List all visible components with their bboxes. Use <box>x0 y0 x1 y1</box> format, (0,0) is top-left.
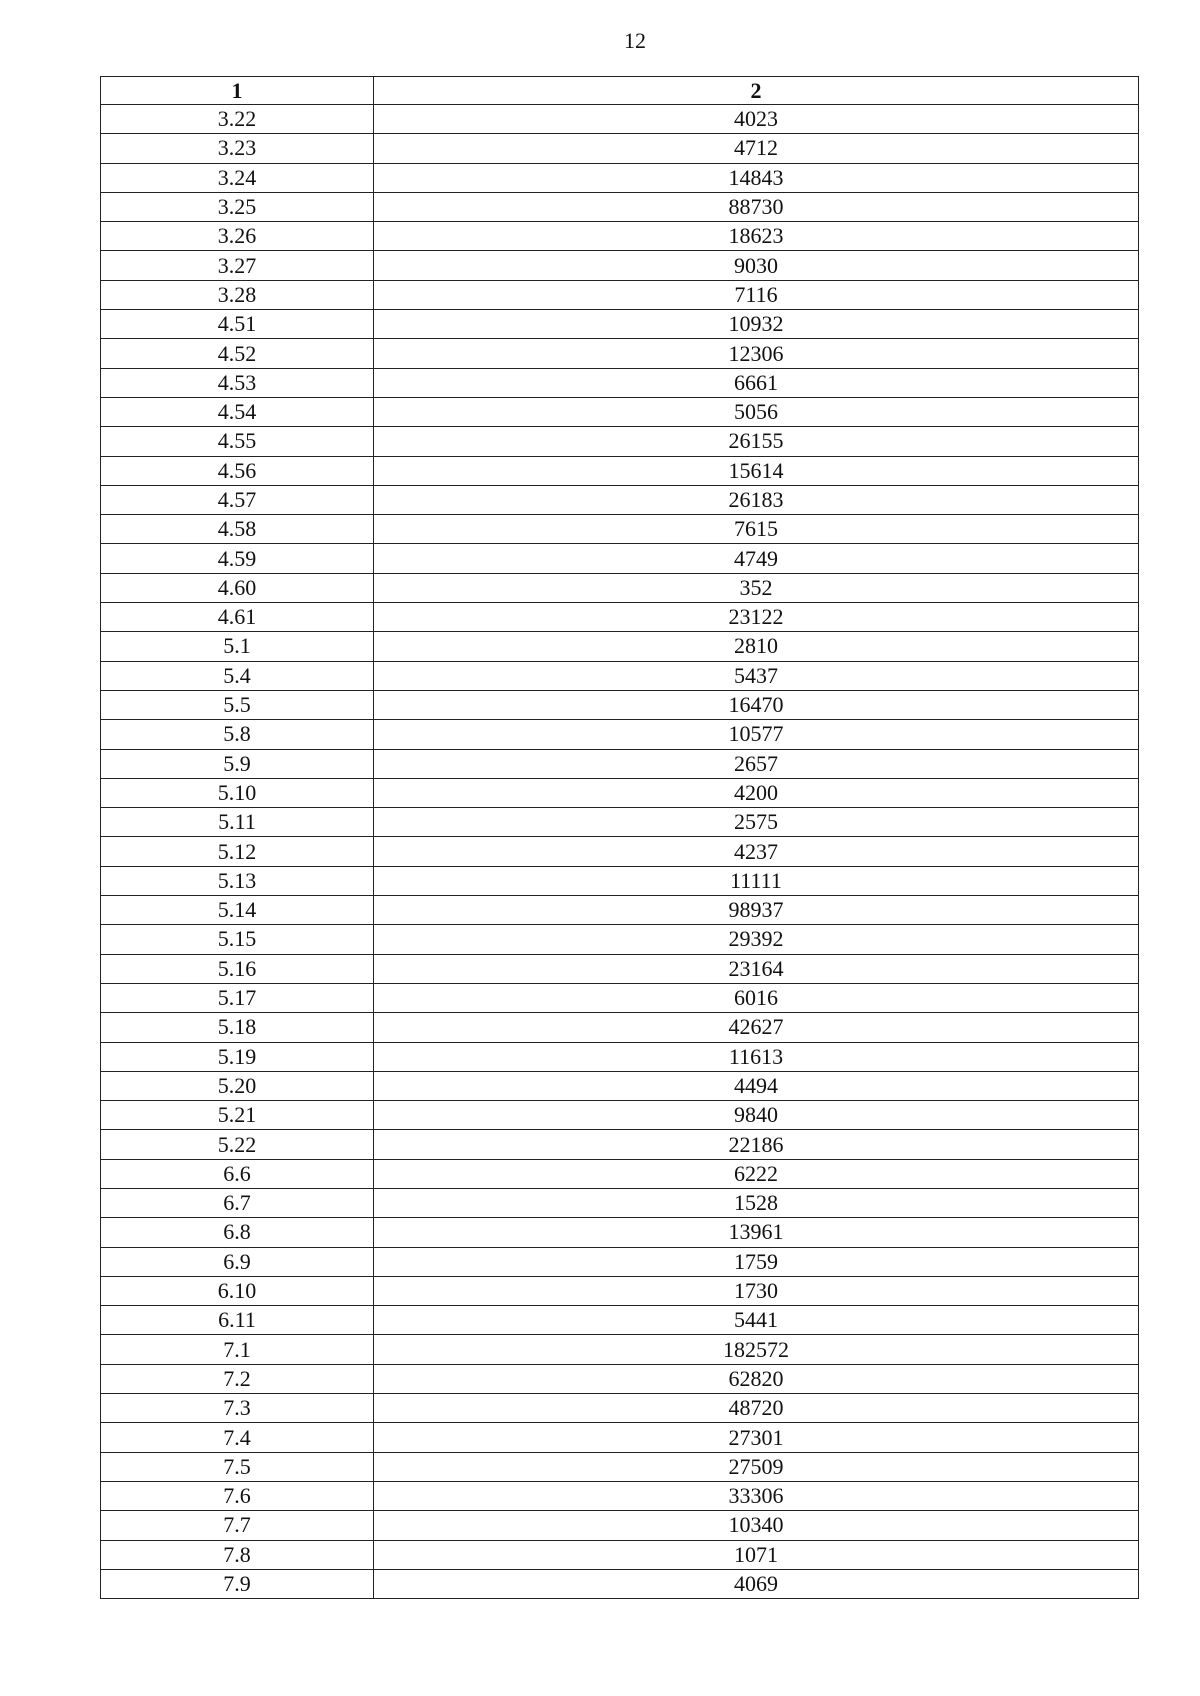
table-row <box>101 1218 1139 1247</box>
table-row <box>101 1540 1139 1569</box>
table-body <box>101 105 1139 1599</box>
row-code-cell: 4.54 <box>101 397 374 426</box>
table-row <box>101 632 1139 661</box>
row-code-cell: 4.59 <box>101 544 374 573</box>
row-code-cell: 3.25 <box>101 192 374 221</box>
table-row <box>101 1364 1139 1393</box>
row-value-cell: 2810 <box>374 632 1139 661</box>
row-code-cell: 7.7 <box>101 1511 374 1540</box>
row-code-cell: 3.22 <box>101 105 374 134</box>
row-value-cell: 4712 <box>374 134 1139 163</box>
table-header-row <box>101 77 1139 105</box>
table-row <box>101 1276 1139 1305</box>
table-row <box>101 1423 1139 1452</box>
row-value-cell: 10577 <box>374 720 1139 749</box>
row-code-cell: 5.12 <box>101 837 374 866</box>
row-code-cell: 5.21 <box>101 1101 374 1130</box>
row-code-cell: 5.17 <box>101 983 374 1012</box>
row-value-cell: 13961 <box>374 1218 1139 1247</box>
row-value-cell: 27509 <box>374 1452 1139 1481</box>
row-code-cell: 5.20 <box>101 1071 374 1100</box>
row-value-cell: 33306 <box>374 1481 1139 1510</box>
table-row <box>101 1511 1139 1540</box>
row-value-cell: 1730 <box>374 1276 1139 1305</box>
row-value-cell: 42627 <box>374 1013 1139 1042</box>
row-value-cell: 1528 <box>374 1188 1139 1217</box>
table-row <box>101 1101 1139 1130</box>
row-code-cell: 5.16 <box>101 954 374 983</box>
table-row <box>101 485 1139 514</box>
table-row <box>101 1452 1139 1481</box>
table-row <box>101 866 1139 895</box>
row-code-cell: 5.22 <box>101 1130 374 1159</box>
row-value-cell: 14843 <box>374 163 1139 192</box>
row-value-cell: 26183 <box>374 485 1139 514</box>
table-row <box>101 163 1139 192</box>
row-code-cell: 7.3 <box>101 1394 374 1423</box>
table-row <box>101 925 1139 954</box>
row-code-cell: 6.6 <box>101 1159 374 1188</box>
row-code-cell: 5.10 <box>101 778 374 807</box>
table-row <box>101 192 1139 221</box>
row-value-cell: 4069 <box>374 1569 1139 1598</box>
table-row <box>101 1335 1139 1364</box>
row-code-cell: 3.26 <box>101 222 374 251</box>
row-value-cell: 5441 <box>374 1306 1139 1335</box>
row-value-cell: 11613 <box>374 1042 1139 1071</box>
table-row <box>101 456 1139 485</box>
row-code-cell: 4.52 <box>101 339 374 368</box>
table-row <box>101 1569 1139 1598</box>
table-row <box>101 720 1139 749</box>
table-row <box>101 1130 1139 1159</box>
row-value-cell: 29392 <box>374 925 1139 954</box>
row-code-cell: 5.19 <box>101 1042 374 1071</box>
row-code-cell: 4.56 <box>101 456 374 485</box>
table-row <box>101 251 1139 280</box>
row-value-cell: 4749 <box>374 544 1139 573</box>
row-value-cell: 15614 <box>374 456 1139 485</box>
table-row <box>101 661 1139 690</box>
row-code-cell: 5.1 <box>101 632 374 661</box>
row-value-cell: 6016 <box>374 983 1139 1012</box>
row-value-cell: 9840 <box>374 1101 1139 1130</box>
row-value-cell: 6222 <box>374 1159 1139 1188</box>
table-row <box>101 1394 1139 1423</box>
table-row <box>101 778 1139 807</box>
table-row <box>101 690 1139 719</box>
table-row <box>101 749 1139 778</box>
table-row <box>101 397 1139 426</box>
table-row <box>101 427 1139 456</box>
table-row <box>101 310 1139 339</box>
row-value-cell: 62820 <box>374 1364 1139 1393</box>
row-value-cell: 182572 <box>374 1335 1139 1364</box>
table-row <box>101 222 1139 251</box>
row-code-cell: 5.4 <box>101 661 374 690</box>
table-row <box>101 339 1139 368</box>
row-value-cell: 5056 <box>374 397 1139 426</box>
row-code-cell: 4.53 <box>101 368 374 397</box>
row-code-cell: 5.11 <box>101 808 374 837</box>
row-code-cell: 4.60 <box>101 573 374 602</box>
row-code-cell: 6.11 <box>101 1306 374 1335</box>
column-header-2: 2 <box>374 77 1139 105</box>
row-value-cell: 9030 <box>374 251 1139 280</box>
row-code-cell: 7.5 <box>101 1452 374 1481</box>
row-code-cell: 6.7 <box>101 1188 374 1217</box>
row-value-cell: 6661 <box>374 368 1139 397</box>
row-value-cell: 23122 <box>374 603 1139 632</box>
row-code-cell: 4.61 <box>101 603 374 632</box>
data-table <box>100 76 1139 1599</box>
table-row <box>101 573 1139 602</box>
table-row <box>101 983 1139 1012</box>
row-value-cell: 10932 <box>374 310 1139 339</box>
row-code-cell: 3.28 <box>101 280 374 309</box>
row-code-cell: 4.55 <box>101 427 374 456</box>
row-value-cell: 4023 <box>374 105 1139 134</box>
row-value-cell: 7615 <box>374 515 1139 544</box>
table-row <box>101 1481 1139 1510</box>
table-row <box>101 954 1139 983</box>
row-value-cell: 4237 <box>374 837 1139 866</box>
row-code-cell: 7.2 <box>101 1364 374 1393</box>
row-value-cell: 4494 <box>374 1071 1139 1100</box>
row-code-cell: 5.8 <box>101 720 374 749</box>
row-code-cell: 5.15 <box>101 925 374 954</box>
table-row <box>101 368 1139 397</box>
table-row <box>101 1071 1139 1100</box>
row-value-cell: 5437 <box>374 661 1139 690</box>
row-value-cell: 2657 <box>374 749 1139 778</box>
row-code-cell: 7.1 <box>101 1335 374 1364</box>
table-row <box>101 134 1139 163</box>
row-code-cell: 4.51 <box>101 310 374 339</box>
table-row <box>101 1306 1139 1335</box>
row-value-cell: 22186 <box>374 1130 1139 1159</box>
row-value-cell: 1759 <box>374 1247 1139 1276</box>
row-value-cell: 18623 <box>374 222 1139 251</box>
row-code-cell: 3.23 <box>101 134 374 163</box>
row-value-cell: 10340 <box>374 1511 1139 1540</box>
row-code-cell: 5.18 <box>101 1013 374 1042</box>
row-code-cell: 6.8 <box>101 1218 374 1247</box>
table-row <box>101 515 1139 544</box>
row-value-cell: 48720 <box>374 1394 1139 1423</box>
row-code-cell: 5.14 <box>101 896 374 925</box>
row-value-cell: 16470 <box>374 690 1139 719</box>
row-code-cell: 4.57 <box>101 485 374 514</box>
row-value-cell: 12306 <box>374 339 1139 368</box>
row-code-cell: 6.9 <box>101 1247 374 1276</box>
row-value-cell: 27301 <box>374 1423 1139 1452</box>
row-value-cell: 23164 <box>374 954 1139 983</box>
row-code-cell: 5.13 <box>101 866 374 895</box>
row-value-cell: 2575 <box>374 808 1139 837</box>
table-row <box>101 105 1139 134</box>
row-value-cell: 7116 <box>374 280 1139 309</box>
row-value-cell: 4200 <box>374 778 1139 807</box>
page-number: 12 <box>624 28 646 53</box>
row-code-cell: 5.9 <box>101 749 374 778</box>
row-value-cell: 11111 <box>374 866 1139 895</box>
column-header-1: 1 <box>101 77 374 105</box>
table-row <box>101 837 1139 866</box>
row-code-cell: 5.5 <box>101 690 374 719</box>
table-row <box>101 544 1139 573</box>
table-row <box>101 1188 1139 1217</box>
row-value-cell: 88730 <box>374 192 1139 221</box>
table-row <box>101 603 1139 632</box>
row-value-cell: 26155 <box>374 427 1139 456</box>
row-code-cell: 4.58 <box>101 515 374 544</box>
row-code-cell: 7.9 <box>101 1569 374 1598</box>
table-row <box>101 280 1139 309</box>
table-row <box>101 1042 1139 1071</box>
row-value-cell: 352 <box>374 573 1139 602</box>
row-code-cell: 7.6 <box>101 1481 374 1510</box>
row-code-cell: 3.24 <box>101 163 374 192</box>
table-row <box>101 1013 1139 1042</box>
table-row <box>101 896 1139 925</box>
row-code-cell: 7.4 <box>101 1423 374 1452</box>
table-row <box>101 1247 1139 1276</box>
row-value-cell: 98937 <box>374 896 1139 925</box>
row-code-cell: 7.8 <box>101 1540 374 1569</box>
row-value-cell: 1071 <box>374 1540 1139 1569</box>
row-code-cell: 6.10 <box>101 1276 374 1305</box>
row-code-cell: 3.27 <box>101 251 374 280</box>
table-row <box>101 808 1139 837</box>
table-row <box>101 1159 1139 1188</box>
